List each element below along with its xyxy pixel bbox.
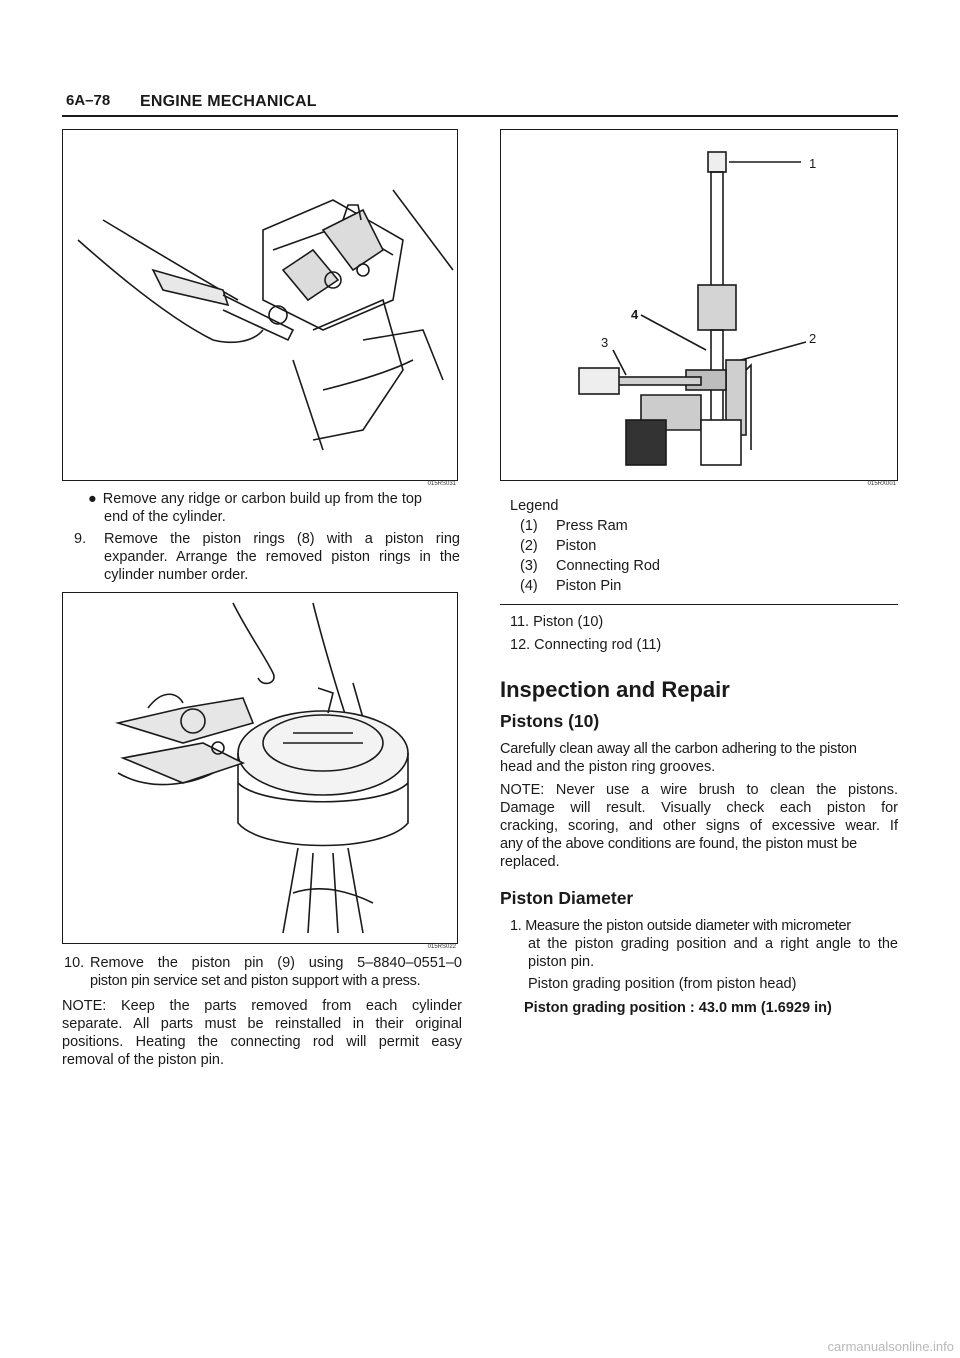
- heading-piston-diameter: Piston Diameter: [500, 888, 634, 908]
- header-rule: [62, 115, 898, 117]
- heading-inspection-repair: Inspection and Repair: [500, 677, 730, 702]
- section-title: ENGINE MECHANICAL: [140, 93, 317, 110]
- bullet-ridge-text: [88, 490, 460, 508]
- measure-line-3: piston pin.: [528, 954, 595, 970]
- heading-pistons: Pistons (10): [500, 711, 600, 731]
- legend-num: (1): [520, 518, 538, 534]
- note-left-line-4: removal of the piston pin.: [62, 1052, 225, 1068]
- step-9-line-2: expander. Arrange the removed piston rings in the: [104, 549, 460, 565]
- callout-4: 4: [631, 307, 639, 322]
- bullet-line-1: Remove any ridge or carbon build up from the top: [102, 491, 422, 507]
- note-left-line-3: positions. Heating the connecting rod will permit easy: [62, 1034, 462, 1050]
- measure-line-1: 1. Measure the piston outside diameter with micrometer: [510, 918, 851, 934]
- legend-item-2: [520, 537, 596, 555]
- clean-line-2: head and the piston ring grooves.: [500, 759, 716, 775]
- step-9-number: 9.: [74, 531, 87, 547]
- legend-num: (3): [520, 558, 538, 574]
- legend-title: Legend: [510, 498, 559, 514]
- step-11: 11. Piston (10): [510, 614, 604, 630]
- legend-label: Press Ram: [556, 518, 628, 534]
- ridge-removal-illustration: [63, 130, 457, 480]
- figure-code-1: 015RS031: [427, 481, 456, 487]
- measure-line-4: Piston grading position (from piston head): [528, 976, 797, 992]
- step-10-line-2: piston pin service set and piston support with a press.: [90, 973, 421, 989]
- legend-item-1: [520, 517, 628, 535]
- legend-label: Connecting Rod: [556, 558, 660, 574]
- note-right-line-3: cracking, scoring, and other signs of excessive wear. If: [500, 818, 898, 834]
- bullet-line-2-row: end of the cylinder.: [104, 509, 226, 525]
- figure-code-2: 015RS022: [427, 944, 456, 950]
- spec-grading-position: Piston grading position : 43.0 mm (1.6929 in): [524, 1000, 832, 1016]
- step-12: 12. Connecting rod (11): [510, 637, 662, 653]
- figure-piston-ring-expander: [62, 592, 458, 944]
- bullet-icon: ●: [88, 491, 97, 507]
- figure-press-setup: [500, 129, 898, 481]
- legend-label: Piston Pin: [556, 578, 622, 594]
- figure-ridge-removal: [62, 129, 458, 481]
- watermark: carmanualsonline.info: [827, 1339, 954, 1354]
- note-right-line-5: replaced.: [500, 854, 560, 870]
- step-10-number: 10.: [64, 955, 85, 971]
- figure-code-3: 015RX001: [867, 481, 896, 487]
- clean-line-1: Carefully clean away all the carbon adhering to the piston: [500, 741, 857, 757]
- legend-num: (2): [520, 538, 538, 554]
- legend-num: (4): [520, 578, 538, 594]
- piston-ring-expander-illustration: [63, 593, 457, 943]
- legend-item-3: [520, 557, 660, 575]
- note-right-line-2: Damage will result. Visually check each piston for: [500, 800, 898, 816]
- page-number: 6A–78: [66, 92, 111, 109]
- note-left-line-2: separate. All parts must be reinstalled in their original: [62, 1016, 462, 1032]
- press-setup-illustration: [501, 130, 897, 480]
- step-9-line-1: Remove the piston rings (8) with a piston ring: [104, 531, 460, 547]
- note-left-line-1: NOTE: Keep the parts removed from each cylinder: [62, 998, 462, 1014]
- legend-item-4: [520, 577, 621, 595]
- callout-3: 3: [601, 335, 609, 350]
- note-right-line-4: any of the above conditions are found, the piston must be: [500, 836, 857, 852]
- step-10-line-1: Remove the piston pin (9) using 5–8840–0551–0: [90, 955, 462, 971]
- legend-label: Piston: [556, 538, 597, 554]
- measure-line-2: at the piston grading position and a right angle to the: [528, 936, 898, 952]
- callout-1: 1: [809, 156, 817, 171]
- callout-2: 2: [809, 331, 817, 346]
- legend-rule: [500, 604, 898, 605]
- note-right-line-1: NOTE: Never use a wire brush to clean the pistons.: [500, 782, 898, 798]
- step-9-line-3: cylinder number order.: [104, 567, 249, 583]
